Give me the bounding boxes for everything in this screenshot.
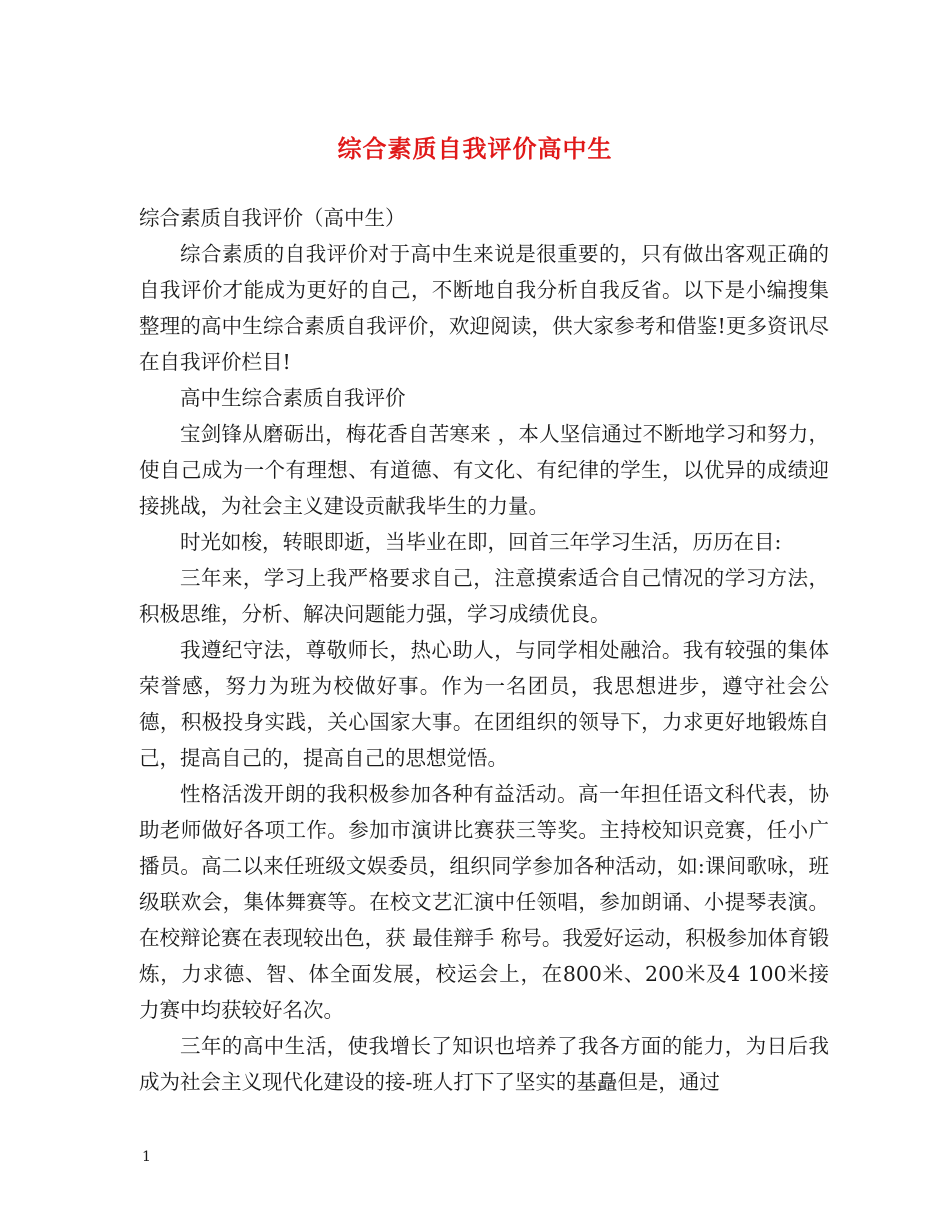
subtitle-paragraph: 综合素质自我评价（高中生）	[139, 206, 406, 230]
body-paragraph: 时光如梭，转眼即逝，当毕业在即，回首三年学习生活，历历在目:	[180, 530, 782, 554]
section-heading: 高中生综合素质自我评价	[180, 386, 406, 410]
page-number: 1	[142, 1149, 151, 1165]
document-body	[139, 200, 829, 1100]
body-paragraph: 宝剑锋从磨砺出，梅花香自苦寒来 ，本人坚信通过不断地学习和努力，使自己成为一个有理想、有道德、有文化、有纪律的学生，以优异的成绩迎接挑战，为社会主义建设贡献我毕生的力量。	[139, 422, 829, 518]
body-paragraph: 性格活泼开朗的我积极参加各种有益活动。高一年担任语文科代表，协助老师做好各项工作。参加市演讲比赛获三等奖。主持校知识竞赛，任小广播员。高二以来任班级文娱委员，组织同学参加各种活动，如:课间歌咏，班级联欢会，集体舞赛等。在校文艺汇演中任领唱，参加朗诵、小提琴表演。在校辩论赛在表现较出色，获 最佳辩手 称号。我爱好运动，积极参加体育锻炼，力求德、智、体全面发展，校运会上，在800米、200米及4 100米接力赛中均获较好名次。	[139, 782, 829, 1022]
intro-paragraph: 综合素质的自我评价对于高中生来说是很重要的，只有做出客观正确的自我评价才能成为更好的自己，不断地自我分析自我反省。以下是小编搜集整理的高中生综合素质自我评价，欢迎阅读，供大家参考和借鉴!更多资讯尽在自我评价栏目!	[139, 242, 829, 374]
body-paragraph: 我遵纪守法，尊敬师长，热心助人，与同学相处融洽。我有较强的集体荣誉感，努力为班为校做好事。作为一名团员，我思想进步，遵守社会公德，积极投身实践，关心国家大事。在团组织的领导下，力求更好地锻炼自己，提高自己的，提高自己的思想觉悟。	[139, 638, 829, 770]
body-paragraph: 三年来，学习上我严格要求自己，注意摸索适合自己情况的学习方法，积极思维，分析、解决问题能力强，学习成绩优良。	[139, 566, 829, 626]
body-paragraph: 三年的高中生活，使我增长了知识也培养了我各方面的能力，为日后我成为社会主义现代化建设的接-班人打下了坚实的基矗但是，通过	[139, 1034, 829, 1094]
document-title: 综合素质自我评价高中生	[337, 134, 613, 163]
